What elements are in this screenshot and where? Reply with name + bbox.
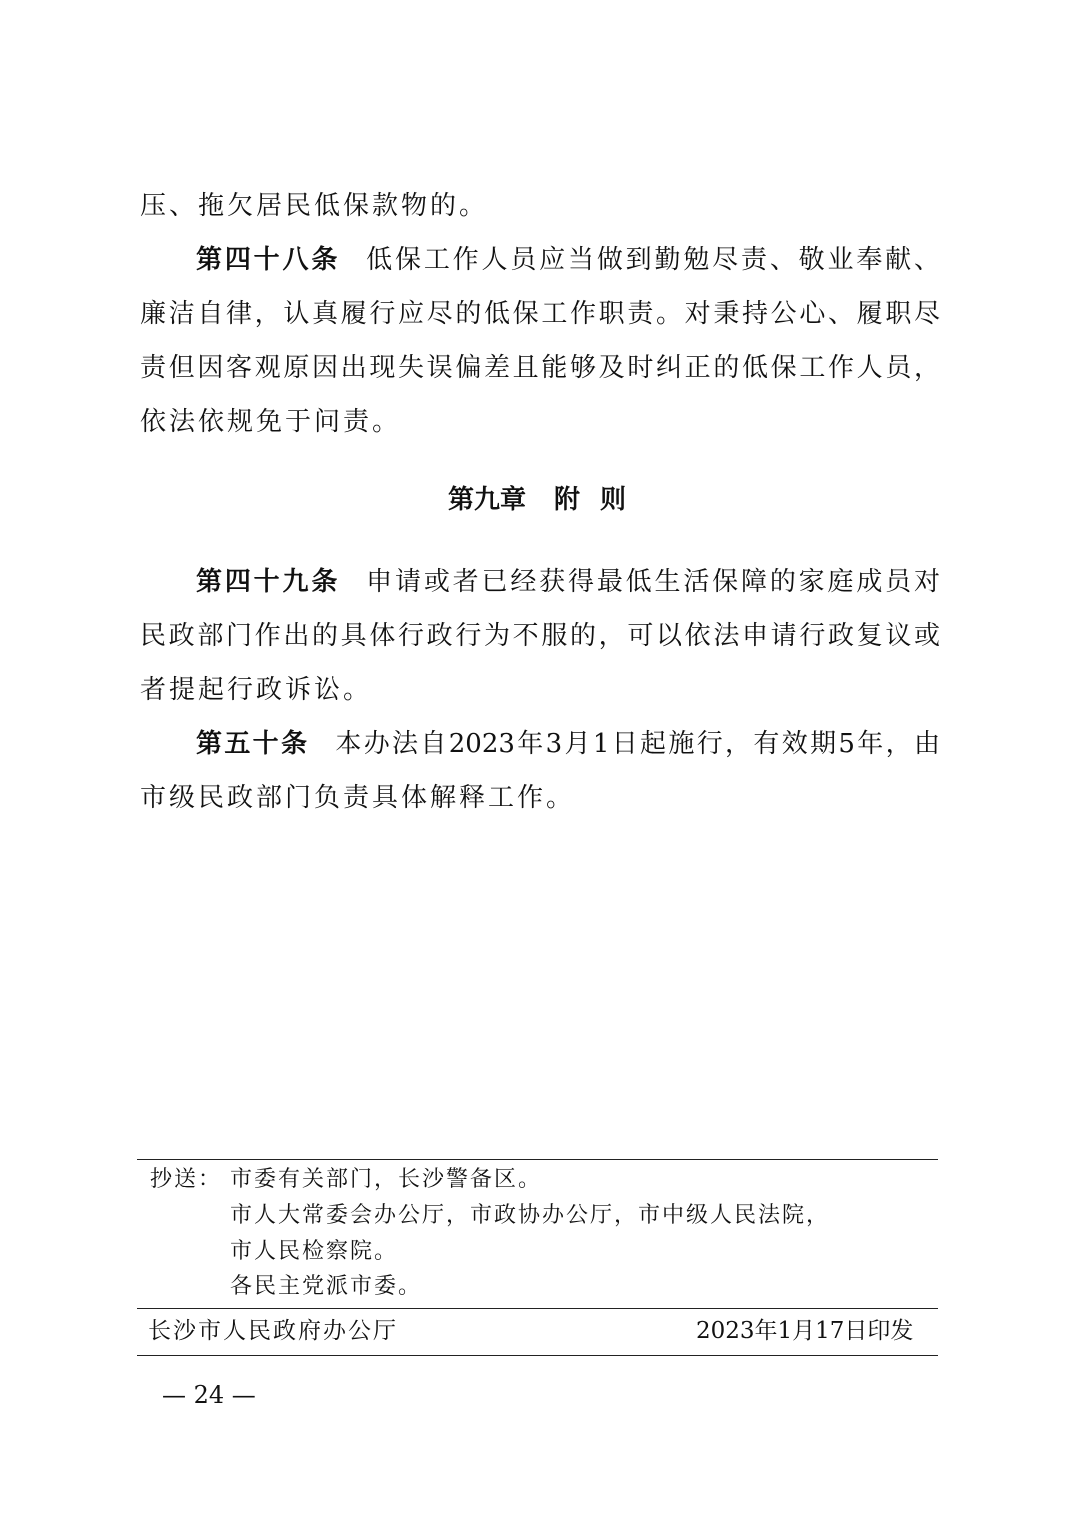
issuer: 长沙市人民政府办公厅	[148, 1318, 398, 1344]
body-line: 者提起行政诉讼。	[140, 675, 373, 705]
cc-line: 市人民检察院。	[230, 1239, 399, 1264]
article-49-text: 申请或者已经获得最低生活保障的家庭成员对	[366, 567, 940, 597]
print-date: 2023年1月17日印发	[696, 1318, 914, 1344]
footer-bottom-rule	[137, 1355, 938, 1356]
body-line: 责但因客观原因出现失误偏差且能够及时纠正的低保工作人员，	[140, 353, 940, 383]
article-50-text: 本办法自2023年3月1日起施行，有效期5年，由	[335, 729, 940, 759]
cc-label: 抄送：	[150, 1167, 223, 1192]
cc-line: 市委有关部门，长沙警备区。	[230, 1167, 543, 1192]
cc-middle-rule	[137, 1308, 938, 1309]
body-line: 民政部门作出的具体行政行为不服的，可以依法申请行政复议或	[140, 621, 940, 651]
chapter-name-char: 附	[553, 485, 580, 515]
cc-line: 市人大常委会办公厅，市政协办公厅，市中级人民法院，	[230, 1203, 831, 1228]
article-50-label: 第五十条	[196, 729, 310, 759]
body-line: 市级民政部门负责具体解释工作。	[140, 783, 576, 813]
chapter-name-char: 则	[600, 485, 627, 515]
article-48-first-line	[196, 244, 940, 276]
cc-line: 各民主党派市委。	[230, 1274, 423, 1299]
article-49-first-line	[196, 566, 940, 598]
article-48-label: 第四十八条	[196, 245, 341, 275]
page-number: — 24 —	[162, 1381, 256, 1409]
article-48-text: 低保工作人员应当做到勤勉尽责、敬业奉献、	[366, 245, 940, 275]
body-line: 廉洁自律，认真履行应尽的低保工作职责。对秉持公心、履职尽	[140, 299, 940, 329]
body-line: 依法依规免于问责。	[140, 407, 402, 437]
cc-top-rule	[137, 1159, 938, 1160]
chapter-number: 第九章	[447, 485, 526, 515]
article-49-label: 第四十九条	[196, 567, 341, 597]
body-line: 压、拖欠居民低保款物的。	[140, 191, 489, 221]
chapter-title	[0, 484, 1074, 516]
article-50-first-line	[196, 728, 940, 760]
